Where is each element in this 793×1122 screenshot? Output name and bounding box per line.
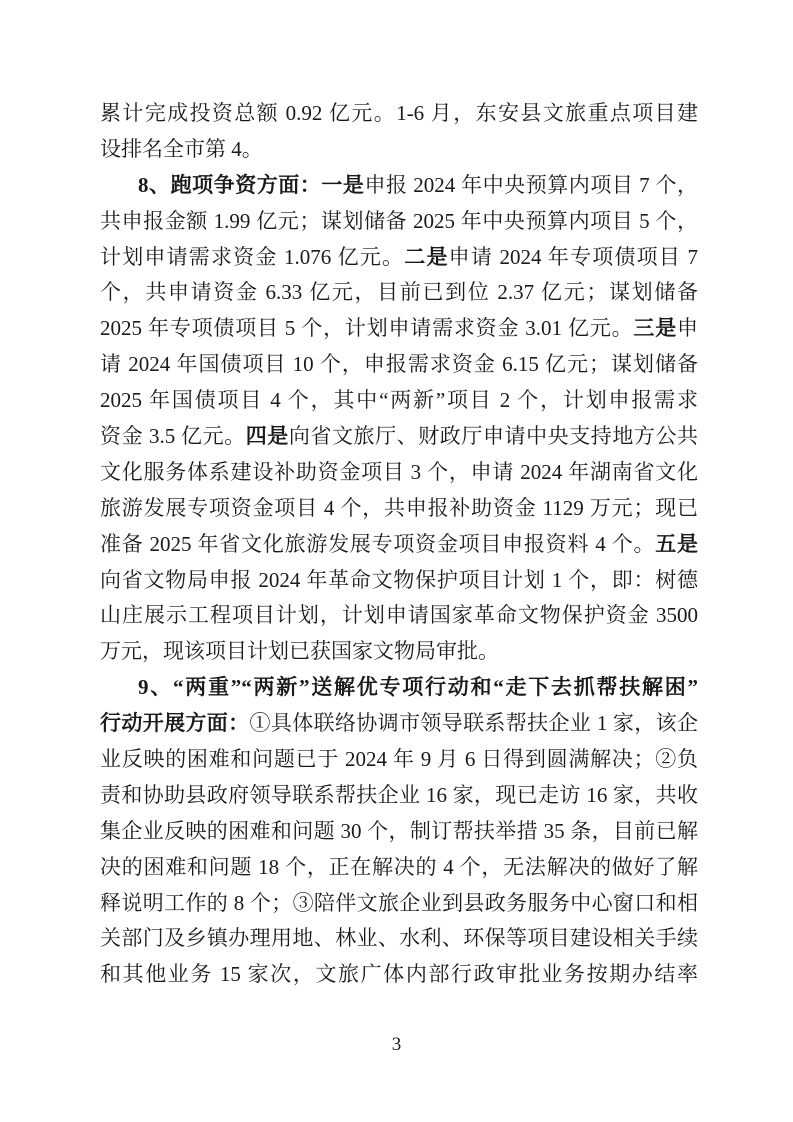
body-text: 请 2024 年国债项目 10 个，申报需求资金 6.15 亿元；谋划储备: [100, 352, 698, 377]
text-line: [100, 670, 698, 706]
bold-text: 四是: [245, 424, 289, 449]
text-line: [100, 419, 698, 455]
text-line: [100, 598, 698, 634]
body-text: 准备 2025 年省文化旅游发展专项资金项目申报资料 4 个。: [100, 531, 656, 556]
text-line: [100, 311, 698, 347]
text-line: [100, 347, 698, 383]
text-line: [100, 96, 698, 132]
text-line: [100, 132, 698, 168]
body-text: 业反映的困难和问题已于 2024 年 9 月 6 日得到圆满解决；②负: [100, 747, 698, 772]
text-line: [100, 778, 698, 814]
body-text: 集企业反映的困难和问题 30 个，制订帮扶举措 35 条，目前已解: [100, 818, 698, 843]
body-text: 关部门及乡镇办理用地、林业、水利、环保等项目建设相关手续: [100, 926, 698, 951]
body-text: 申报 2024 年中央预算内项目 7 个，: [364, 172, 698, 197]
text-line: [100, 527, 698, 563]
body-text: 释说明工作的 8 个；③陪伴文旅企业到县政务服务中心窗口和相: [100, 890, 698, 915]
bold-text: 9、“两重”“两新”送解优专项行动和“走下去抓帮扶解困”: [138, 675, 698, 700]
para-continuation: [100, 96, 698, 168]
text-line: [100, 491, 698, 527]
text-line: [100, 706, 698, 742]
body-text: 累计完成投资总额 0.92 亿元。1-6 月，东安县文旅重点项目建: [100, 101, 698, 125]
body-text: 设排名全市第 4。: [100, 136, 263, 161]
text-line: [100, 742, 698, 778]
text-line: [100, 886, 698, 922]
para-8: [100, 168, 698, 670]
bold-text: 五是: [655, 531, 698, 556]
body-text: 申请 2024 年专项债项目 7: [448, 244, 698, 269]
body-text: 文化服务体系建设补助资金项目 3 个，申请 2024 年湖南省文化: [100, 459, 698, 484]
body-text: 资金 3.5 亿元。: [100, 424, 246, 449]
body-text: 2025 年国债项目 4 个，其中“两新”项目 2 个，计划申报需求: [100, 388, 698, 413]
bold-text: 二是: [404, 244, 449, 269]
bold-text: 行动开展方面：: [100, 711, 250, 736]
body-text: 2025 年专项债项目 5 个，计划申请需求资金 3.01 亿元。: [100, 316, 634, 341]
body-text: 共申报金额 1.99 亿元；谋划储备 2025 年中央预算内项目 5 个，: [100, 208, 698, 233]
body-text: 向省文旅厅、财政厅申请中央支持地方公共: [288, 424, 698, 449]
text-line: [100, 383, 698, 419]
body-text: 计划申请需求资金 1.076 亿元。: [100, 244, 405, 269]
text-line: [100, 957, 698, 993]
text-line: [100, 563, 698, 599]
body-text: 申: [677, 316, 698, 341]
para-9: [100, 670, 698, 993]
body-text: 向省文物局申报 2024 年革命文物保护项目计划 1 个，即：树德: [100, 567, 698, 592]
text-line: [100, 814, 698, 850]
body-text: 责和协助县政府领导联系帮扶企业 16 家，现已走访 16 家，共收: [100, 782, 698, 807]
bold-text: 8、跑项争资方面：: [138, 172, 322, 197]
text-line: [100, 168, 698, 204]
text-line: [100, 204, 698, 240]
body-text: 山庄展示工程项目计划，计划申请国家革命文物保护资金 3500: [100, 603, 698, 628]
bold-text: 三是: [633, 316, 677, 341]
text-line: [100, 455, 698, 491]
text-line: [100, 634, 698, 670]
body-text: 决的困难和问题 18 个，正在解决的 4 个，无法解决的做好了解: [100, 854, 698, 879]
text-line: [100, 240, 698, 276]
body-text: 万元，现该项目计划已获国家文物局审批。: [100, 639, 499, 664]
body-text: 个，共申请资金 6.33 亿元，目前已到位 2.37 亿元；谋划储备: [100, 280, 698, 305]
body-text: 旅游发展专项资金项目 4 个，共申报补助资金 1129 万元；现已: [100, 495, 698, 520]
text-line: [100, 921, 698, 957]
body-text: 和其他业务 15 家次，文旅广体内部行政审批业务按期办结率: [100, 962, 698, 987]
text-line: [100, 850, 698, 886]
text-line: [100, 275, 698, 311]
bold-text: 一是: [321, 172, 365, 197]
body-text: ①具体联络协调市领导联系帮扶企业 1 家，该企: [249, 711, 698, 736]
document-body: [100, 96, 698, 993]
page-number: 3: [391, 1034, 402, 1055]
